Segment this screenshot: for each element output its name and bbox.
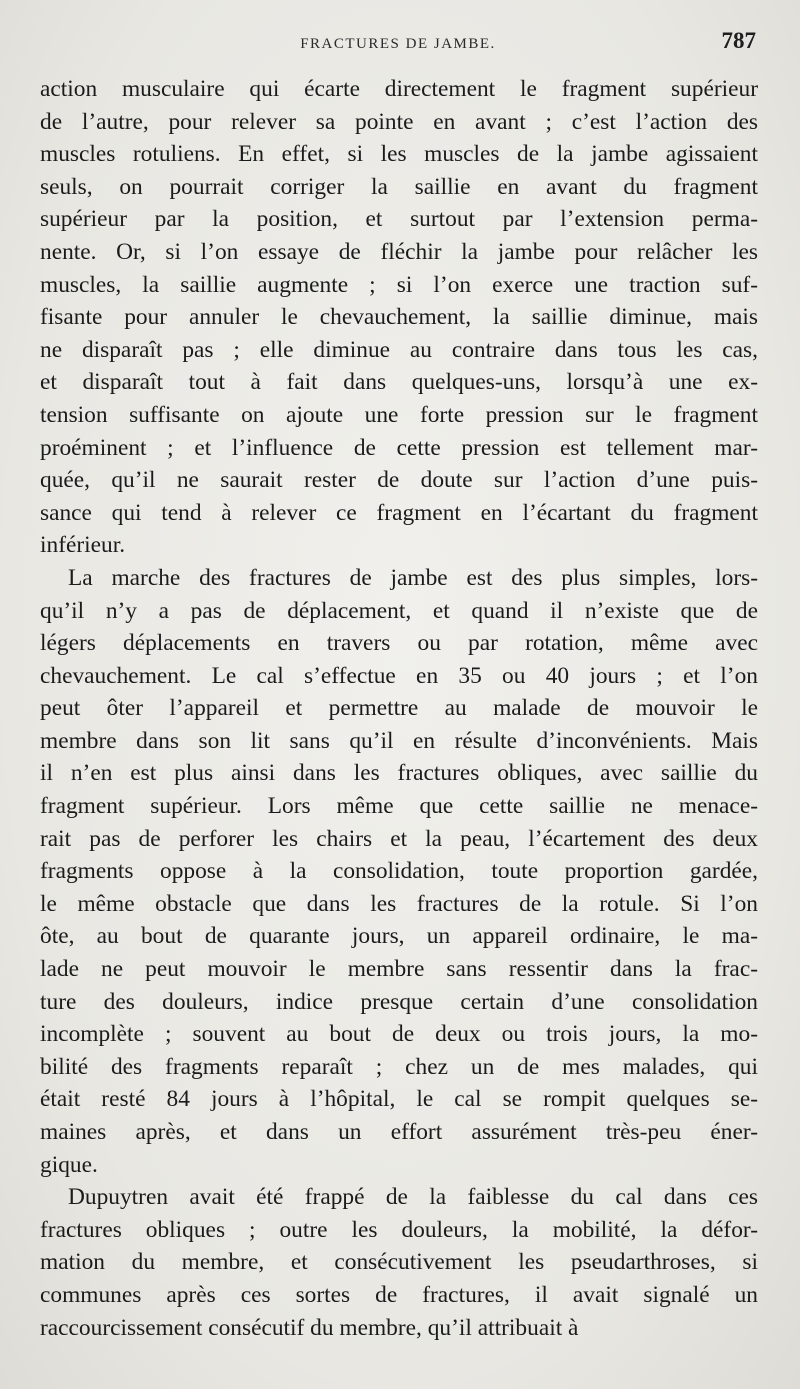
- text-line: lade ne peut mouvoir le membre sans ressentir dans la frac-: [40, 956, 758, 983]
- text-line: membre dans son lit sans qu’il en résulte d’inconvénients. Mais: [40, 727, 758, 754]
- text-line: le même obstacle que dans les fractures de la rotule. Si l’on: [40, 890, 758, 917]
- text-line: qu’il n’y a pas de déplacement, et quand il n’existe que de: [40, 597, 758, 624]
- text-line: proéminent ; et l’influence de cette pression est tellement mar-: [40, 434, 758, 461]
- text-line: sance qui tend à relever ce fragment en l’écartant du fragment: [40, 499, 758, 526]
- text-line: fragment supérieur. Lors même que cette saillie ne menace-: [40, 793, 758, 820]
- text-line: seuls, on pourrait corriger la saillie en avant du fragment: [40, 173, 758, 200]
- text-line: de l’autre, pour relever sa pointe en avant ; c’est l’action des: [40, 108, 758, 135]
- text-line: quée, qu’il ne saurait rester de doute sur l’action d’une puis-: [40, 467, 758, 494]
- text-line: légers déplacements en travers ou par rotation, même avec: [40, 630, 758, 657]
- text-line: fisante pour annuler le chevauchement, la saillie diminue, mais: [40, 304, 758, 331]
- text-line: Dupuytren avait été frappé de la faiblesse du cal dans ces: [68, 1184, 758, 1211]
- text-line: La marche des fractures de jambe est des plus simples, lors-: [68, 564, 758, 591]
- text-line: ne disparaît pas ; elle diminue au contraire dans tous les cas,: [40, 336, 758, 363]
- text-line: il n’en est plus ainsi dans les fractures obliques, avec saillie du: [40, 760, 758, 787]
- paragraph: [40, 1181, 758, 1344]
- text-line: fractures obliques ; outre les douleurs, la mobilité, la défor-: [40, 1216, 758, 1243]
- text-line: ture des douleurs, indice presque certain d’une consolidation: [40, 988, 758, 1015]
- page-number: 787: [721, 28, 756, 53]
- text-line: muscles, la saillie augmente ; si l’on exerce une traction suf-: [40, 271, 758, 298]
- text-line: maines après, et dans un effort assurément très-peu éner-: [40, 1119, 758, 1145]
- text-line: muscles rotuliens. En effet, si les muscles de la jambe agissaient: [40, 141, 758, 168]
- text-line: inférieur.: [40, 532, 126, 559]
- paragraph: [40, 73, 758, 562]
- text-line: ôte, au bout de quarante jours, un appareil ordinaire, le ma-: [40, 923, 758, 950]
- text-line: fragments oppose à la consolidation, toute proportion gardée,: [40, 858, 758, 885]
- running-head: [40, 28, 756, 62]
- text-line: chevauchement. Le cal s’effectue en 35 ou 40 jours ; et l’on: [40, 662, 758, 689]
- text-line: bilité des fragments reparaît ; chez un de mes malades, qui: [40, 1053, 758, 1080]
- paragraph: [40, 562, 758, 1181]
- text-line: était resté 84 jours à l’hôpital, le cal se rompit quelques se-: [40, 1086, 758, 1113]
- text-line: tension suffisante on ajoute une forte pression sur le fragment: [40, 401, 758, 428]
- text-line: nente. Or, si l’on essaye de fléchir la jambe pour relâcher les: [40, 238, 758, 265]
- body-text: [40, 73, 758, 1344]
- text-line: et disparaît tout à fait dans quelques-uns, lorsqu’à une ex-: [40, 369, 758, 396]
- text-line: gique.: [40, 1151, 98, 1178]
- text-line: incomplète ; souvent au bout de deux ou trois jours, la mo-: [40, 1021, 758, 1048]
- text-line: mation du membre, et consécutivement les pseudarthroses, si: [40, 1249, 758, 1276]
- running-title: FRACTURES DE JAMBE.: [300, 36, 496, 52]
- text-line: rait pas de perforer les chairs et la peau, l’écartement des deux: [40, 825, 758, 852]
- text-line: peut ôter l’appareil et permettre au malade de mouvoir le: [40, 695, 758, 722]
- text-line: communes après ces sortes de fractures, il avait signalé un: [40, 1281, 758, 1308]
- text-line: action musculaire qui écarte directement le fragment supérieur: [40, 76, 758, 102]
- text-line: raccourcissement consécutif du membre, qu’il attribuait à: [40, 1314, 579, 1341]
- text-line: supérieur par la position, et surtout par l’extension perma-: [40, 206, 758, 233]
